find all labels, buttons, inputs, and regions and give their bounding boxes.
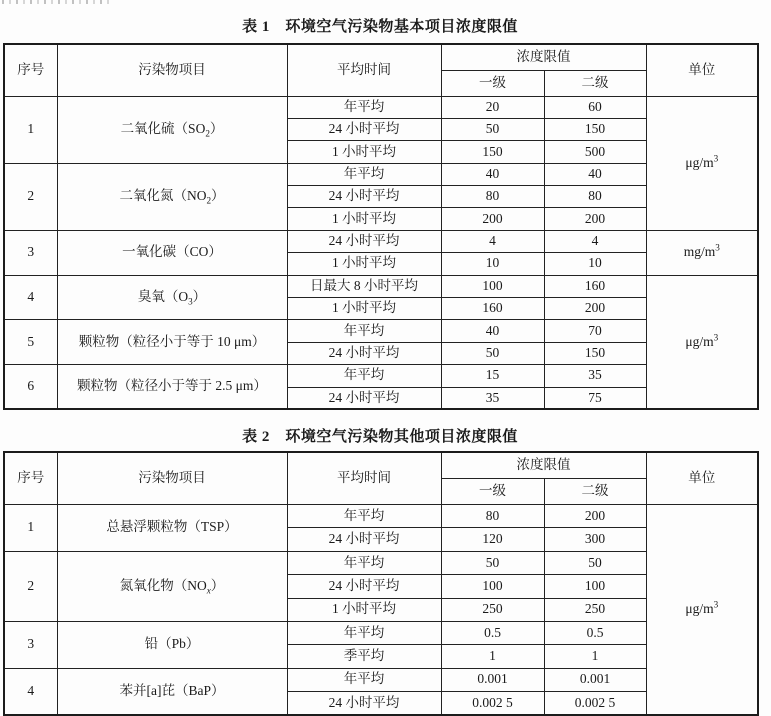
level2-value-cell: 0.001 (544, 668, 646, 691)
level1-value-cell: 0.002 5 (441, 692, 544, 715)
level1-value-cell: 35 (441, 387, 544, 409)
index-cell: 6 (4, 365, 57, 410)
level2-value-cell: 75 (544, 387, 646, 409)
avg-time-cell: 年平均 (287, 96, 441, 118)
pollutant-cell: 颗粒物（粒径小于等于 2.5 μm） (57, 365, 287, 410)
index-cell: 3 (4, 621, 57, 668)
level2-value-cell: 200 (544, 504, 646, 527)
unit-cell: $\mu g/m^3$ (646, 504, 758, 715)
level2-value-cell: 70 (544, 320, 646, 342)
level1-value-cell: 150 (441, 141, 544, 163)
level1-value-cell: 160 (441, 298, 544, 320)
unit-header: 单位 (646, 452, 758, 504)
table-row (4, 320, 758, 342)
index-cell: 1 (4, 504, 57, 551)
avg-time-cell: 年平均 (287, 668, 441, 691)
index-header: 序号 (4, 452, 57, 504)
index-cell: 1 (4, 96, 57, 163)
unit-cell: $\mu g/m^3$ (646, 96, 758, 230)
limits-group-header: 浓度限值 (441, 452, 646, 478)
pollutant-cell: 苯并[a]芘（BaP） (57, 668, 287, 715)
level2-value-cell: 150 (544, 118, 646, 140)
level1-value-cell: 0.5 (441, 621, 544, 644)
unit-header: 单位 (646, 44, 758, 96)
table-row (4, 365, 758, 387)
avg-time-cell: 年平均 (287, 320, 441, 342)
avg-time-cell: 年平均 (287, 163, 441, 185)
pollutant-cell: 二氧化硫$(SO_2)$ (57, 96, 287, 163)
level1-value-cell: 100 (441, 275, 544, 297)
table-row (4, 275, 758, 297)
level1-value-cell: 80 (441, 186, 544, 208)
level1-value-cell: 100 (441, 575, 544, 598)
table-1-title: 表 1 环境空气污染物基本项目浓度限值 (242, 19, 518, 35)
level2-value-cell: 150 (544, 342, 646, 364)
level2-value-cell: 50 (544, 551, 646, 574)
pollutant-cell: 一氧化碳（CO） (57, 230, 287, 275)
pollutant-cell: 总悬浮颗粒物（TSP） (57, 504, 287, 551)
level1-value-cell: 200 (441, 208, 544, 230)
level2-value-cell: 160 (544, 275, 646, 297)
avg-time-header: 平均时间 (287, 44, 441, 96)
avg-time-cell: 年平均 (287, 365, 441, 387)
table-row (4, 96, 758, 118)
avg-time-cell: 日最大 8 小时平均 (287, 275, 441, 297)
index-header: 序号 (4, 44, 57, 96)
level2-value-cell: 0.002 5 (544, 692, 646, 715)
level2-value-cell: 35 (544, 365, 646, 387)
level1-value-cell: 250 (441, 598, 544, 621)
avg-time-cell: 24 小时平均 (287, 186, 441, 208)
table-1-body (4, 96, 758, 409)
index-cell: 4 (4, 668, 57, 715)
table-2 (3, 451, 759, 716)
table-2-body (4, 504, 758, 715)
header-row (4, 44, 758, 70)
avg-time-cell: 1 小时平均 (287, 141, 441, 163)
avg-time-cell: 1 小时平均 (287, 208, 441, 230)
table-1 (3, 43, 759, 410)
level1-value-cell: 120 (441, 528, 544, 551)
level1-value-cell: 10 (441, 253, 544, 275)
avg-time-cell: 季平均 (287, 645, 441, 668)
avg-time-cell: 24 小时平均 (287, 387, 441, 409)
level1-header: 一级 (441, 478, 544, 504)
level2-value-cell: 200 (544, 208, 646, 230)
level1-value-cell: 0.001 (441, 668, 544, 691)
limits-group-header: 浓度限值 (441, 44, 646, 70)
level2-header: 二级 (544, 70, 646, 96)
pollutant-cell: 氮氧化物$(NO_x)$ (57, 551, 287, 621)
level1-value-cell: 50 (441, 342, 544, 364)
avg-time-cell: 24 小时平均 (287, 342, 441, 364)
table-row (4, 551, 758, 574)
level2-value-cell: 1 (544, 645, 646, 668)
avg-time-cell: 24 小时平均 (287, 692, 441, 715)
level2-value-cell: 0.5 (544, 621, 646, 644)
level1-value-cell: 20 (441, 96, 544, 118)
avg-time-cell: 24 小时平均 (287, 575, 441, 598)
level2-value-cell: 200 (544, 298, 646, 320)
avg-time-cell: 1 小时平均 (287, 253, 441, 275)
level1-value-cell: 4 (441, 230, 544, 252)
header-row (4, 452, 758, 478)
level1-value-cell: 15 (441, 365, 544, 387)
level2-value-cell: 250 (544, 598, 646, 621)
avg-time-cell: 1 小时平均 (287, 298, 441, 320)
level1-value-cell: 80 (441, 504, 544, 527)
avg-time-header: 平均时间 (287, 452, 441, 504)
level1-value-cell: 50 (441, 551, 544, 574)
pollutant-cell: 二氧化氮$(NO_2)$ (57, 163, 287, 230)
table-row (4, 668, 758, 691)
level2-value-cell: 60 (544, 96, 646, 118)
index-cell: 3 (4, 230, 57, 275)
index-cell: 2 (4, 551, 57, 621)
avg-time-cell: 年平均 (287, 621, 441, 644)
table-row (4, 230, 758, 252)
table-row (4, 504, 758, 527)
avg-time-cell: 年平均 (287, 504, 441, 527)
table-row (4, 621, 758, 644)
avg-time-cell: 24 小时平均 (287, 230, 441, 252)
unit-cell: $mg/m^3$ (646, 230, 758, 275)
pollutant-header: 污染物项目 (57, 44, 287, 96)
pollutant-header: 污染物项目 (57, 452, 287, 504)
unit-cell: $\mu g/m^3$ (646, 275, 758, 409)
level2-value-cell: 80 (544, 186, 646, 208)
level2-value-cell: 100 (544, 575, 646, 598)
avg-time-cell: 24 小时平均 (287, 528, 441, 551)
pollutant-cell: 颗粒物（粒径小于等于 10 μm） (57, 320, 287, 365)
table-row (4, 163, 758, 185)
level2-value-cell: 300 (544, 528, 646, 551)
pollutant-cell: 铅（Pb） (57, 621, 287, 668)
index-cell: 2 (4, 163, 57, 230)
avg-time-cell: 1 小时平均 (287, 598, 441, 621)
index-cell: 4 (4, 275, 57, 320)
level2-value-cell: 10 (544, 253, 646, 275)
level1-value-cell: 40 (441, 163, 544, 185)
clipped-text-fragment (2, 0, 114, 4)
level1-header: 一级 (441, 70, 544, 96)
avg-time-cell: 年平均 (287, 551, 441, 574)
level1-value-cell: 40 (441, 320, 544, 342)
table-1-header (4, 44, 758, 96)
avg-time-cell: 24 小时平均 (287, 118, 441, 140)
level2-header: 二级 (544, 478, 646, 504)
table-2-header (4, 452, 758, 504)
table-2-title: 表 2 环境空气污染物其他项目浓度限值 (242, 429, 518, 446)
level2-value-cell: 500 (544, 141, 646, 163)
pollutant-cell: 臭氧$(O_3)$ (57, 275, 287, 320)
level2-value-cell: 40 (544, 163, 646, 185)
level1-value-cell: 1 (441, 645, 544, 668)
level1-value-cell: 50 (441, 118, 544, 140)
level2-value-cell: 4 (544, 230, 646, 252)
index-cell: 5 (4, 320, 57, 365)
